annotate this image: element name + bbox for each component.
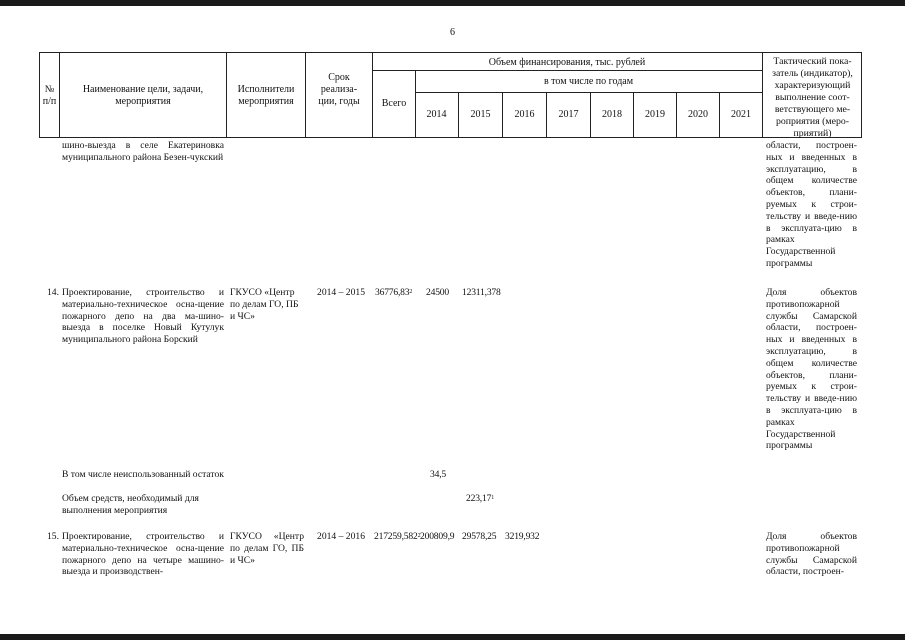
row15-term: 2014 – 2016	[317, 531, 365, 542]
financing-sub-line	[372, 70, 762, 71]
header-indicator: Тактический пока-затель (индикатор), характеризующий выполнение соот-ветствующего ме-роприятия (меро-приятий)	[772, 56, 853, 139]
row15-indicator: Доля объектов противопожарной службы Самарской области, построен-	[766, 531, 857, 578]
row15-executor: ГКУСО «Центр по делам ГО, ПБ и ЧС»	[230, 531, 304, 566]
required-label: Объем средств, необходимый для выполнения мероприятия	[62, 493, 199, 516]
header-by-years: в том числе по годам	[543, 76, 634, 87]
header-year-2021: 2021	[731, 109, 751, 120]
row15-name: Проектирование, строительство и материально-техническое осна-щение пожарного депо на четыре машино-выезда и производствен-	[62, 531, 224, 578]
row14-2014: 24500	[426, 287, 449, 298]
header-year-2018: 2018	[602, 109, 622, 120]
row15-total	[374, 531, 420, 543]
header-year-2015: 2015	[470, 109, 491, 120]
row14-indicator: Доля объектов противопожарной службы Самарской области, построен-ных и введенных в эксплуатацию, в общем количестве объектов, плани-руемых к строи-тельству и введе-нию в эксплуата-цию в рамках Государственной программы	[766, 287, 857, 452]
row15-num: 15.	[47, 531, 59, 542]
col-line-right	[861, 52, 862, 138]
row14-total	[375, 287, 412, 299]
row15-2015: 29578,25	[462, 531, 497, 542]
header-year-2019: 2019	[645, 109, 665, 120]
col-line-num	[59, 52, 60, 138]
page-number: 6	[450, 27, 455, 38]
row15-total-value: 217259,582	[374, 531, 418, 542]
row15-2014: 200809,9	[420, 531, 455, 542]
required-2015-footnote: 1	[491, 495, 494, 501]
header-top-line	[39, 52, 862, 53]
row14-num: 14.	[47, 287, 59, 298]
row14-executor: ГКУСО «Центр по делам ГО, ПБ и ЧС»	[230, 287, 299, 322]
header-num: № п/п	[42, 84, 57, 107]
row14-term: 2014 – 2015	[317, 287, 365, 298]
header-name: Наименование цели, задачи, мероприятия	[82, 84, 204, 107]
row14-total-value: 36776,83	[375, 287, 410, 298]
header-executors: Исполнители мероприятия	[237, 84, 295, 107]
row15-2016: 3219,932	[505, 531, 540, 542]
header-year-2017: 2017	[558, 109, 579, 120]
years-sub-line	[415, 92, 762, 93]
cont-row-indicator: области, построен-ных и введенных в эксплуатацию, в общем количестве объектов, плани-руемых к строи-тельству и введе-нию в эксплуата-цию в рамках Государственной программы	[766, 140, 857, 269]
unused-2014: 34,5	[430, 469, 446, 480]
unused-label: В том числе неиспользованный остаток	[62, 469, 224, 480]
required-2015	[466, 493, 494, 505]
required-2015-value: 223,17	[466, 493, 492, 504]
row15-total-footnote: 2	[417, 533, 421, 539]
col-line-exec	[305, 52, 306, 138]
header-financing: Объем финансирования, тыс. рублей	[488, 57, 646, 68]
cont-row-name: шино-выезда в селе Екатериновка муниципального района Безен-чукский	[62, 140, 224, 163]
header-year-2020: 2020	[688, 109, 708, 120]
header-total: Всего	[381, 98, 407, 109]
header-year-2016: 2016	[514, 109, 535, 120]
row14-name: Проектирование, строительство и материально-техническое осна-щение пожарного депо на два ма-шино-выезда в поселке Новый Кутулук муниципального района Борский	[62, 287, 224, 346]
bottom-border	[0, 634, 905, 640]
col-line-years-end	[762, 52, 763, 138]
header-term: Срок реализа-ции, годы	[318, 72, 360, 107]
row14-total-footnote: 2	[409, 289, 413, 295]
header-year-2014: 2014	[426, 109, 447, 120]
row14-2015: 12311,378	[462, 287, 501, 298]
top-border	[0, 0, 905, 6]
header-bottom-line	[39, 137, 862, 138]
col-line-name	[226, 52, 227, 138]
